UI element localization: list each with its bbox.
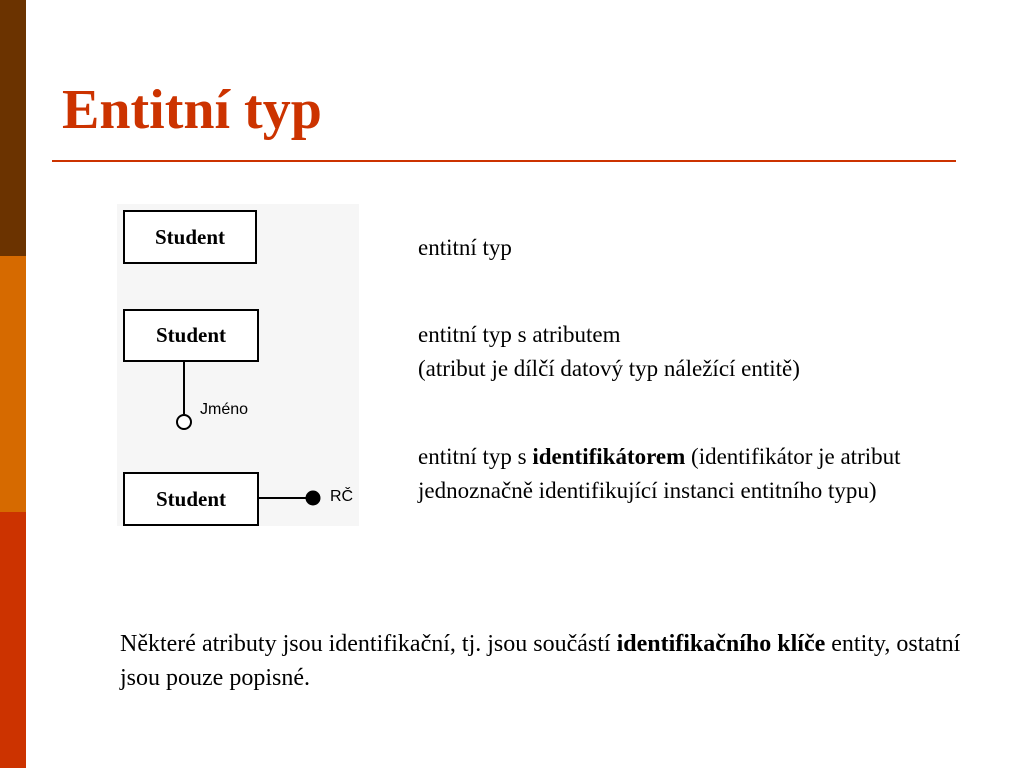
description-bold: identifikátorem — [532, 444, 686, 469]
description-text: (identifikátor je atribut jednoznačně identifikující instanci entitního typu) — [418, 444, 901, 503]
description-line: (atribut je dílčí datový typ náležící entitě) — [418, 356, 800, 381]
entity-label: Student — [155, 486, 227, 511]
description-text: entitní typ s — [418, 444, 533, 469]
description-line: entitní typ s atributem — [418, 322, 621, 347]
description-with-identifier — [418, 440, 958, 508]
entity-label: Student — [155, 323, 227, 347]
entity-box-with-identifier — [123, 472, 259, 526]
entity-box-with-attribute — [123, 309, 259, 362]
footer-paragraph — [120, 627, 990, 695]
slide-title: Entitní typ — [62, 79, 322, 141]
entity-label: Student — [154, 224, 226, 249]
side-bar-middle — [0, 256, 26, 512]
footer-text: entity, ostatní jsou pouze popisné. — [120, 631, 961, 691]
side-bar-top — [0, 0, 26, 256]
footer-text: Některé atributy jsou identifikační, tj. jsou součástí — [120, 631, 617, 657]
side-bar-bottom — [0, 512, 26, 768]
footer-bold: identifikačního klíče — [616, 631, 826, 657]
identifier-label: RČ — [330, 488, 354, 505]
entity-box-plain — [123, 210, 257, 264]
title-underline — [52, 160, 956, 162]
attribute-label: Jméno — [200, 401, 249, 418]
description-entity-type: entitní typ — [418, 235, 512, 260]
description-with-attribute — [418, 318, 800, 386]
